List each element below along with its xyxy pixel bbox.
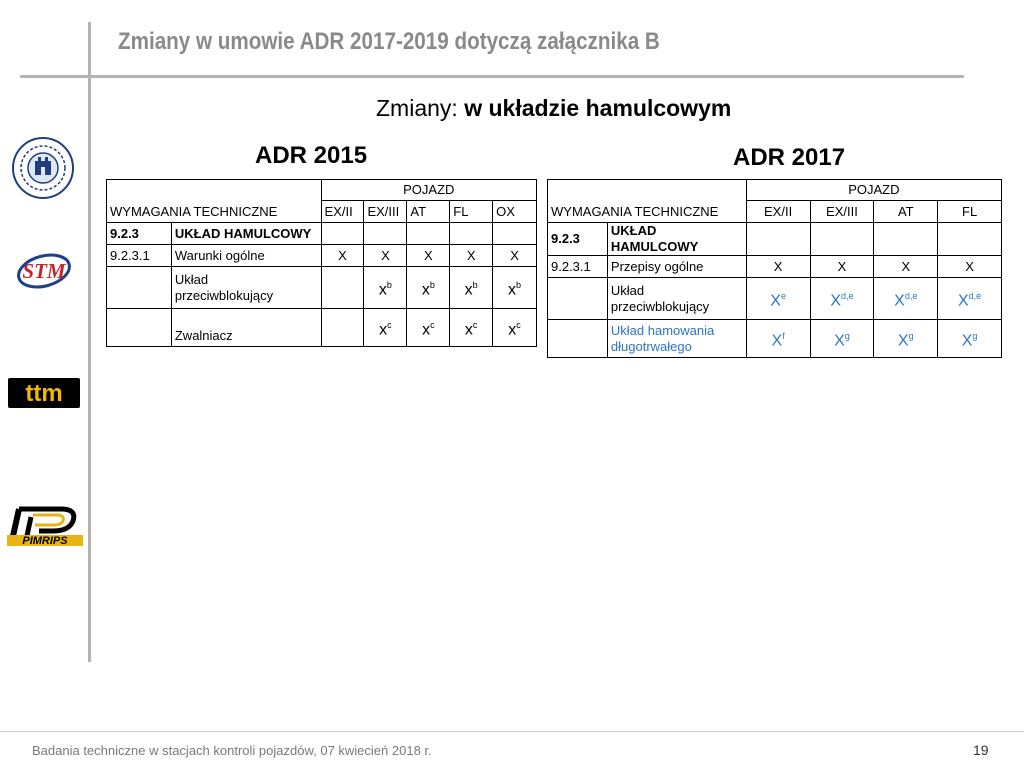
row-label: Przepisy ogólne <box>607 256 746 278</box>
table-cell: X <box>938 256 1002 278</box>
row-label-line: Układ <box>610 282 645 298</box>
svg-text:STM: STM <box>22 259 66 283</box>
pimrips-logo-text: PIMRIPS <box>22 535 68 547</box>
row-code: 9.2.3.1 <box>548 256 608 278</box>
table-cell: $x^c$ <box>364 309 407 347</box>
table-cell: X <box>493 245 537 267</box>
pimrips-logo-icon <box>5 505 83 549</box>
table-cell: X$^{d,e}$ <box>938 278 1002 320</box>
adr-2015-heading: ADR 2015 <box>255 142 368 169</box>
table-cell: X <box>321 245 364 267</box>
table-cell: X <box>810 256 874 278</box>
section-title: UKŁAD HAMULCOWY <box>607 223 746 256</box>
table-cell: $X^g$ <box>874 320 938 358</box>
table-cell: $X^g$ <box>938 320 1002 358</box>
row-label-line: Układ hamowania <box>610 322 715 338</box>
column-header: AT <box>407 201 450 223</box>
subtitle-prefix: Zmiany: <box>376 95 458 121</box>
table-cell: X <box>364 245 407 267</box>
table-cell: $X^g$ <box>810 320 874 358</box>
table-cell: $x^c$ <box>493 309 537 347</box>
adr-2017-heading: ADR 2017 <box>733 144 846 171</box>
table-cell: X <box>407 245 450 267</box>
pojazd-header: POJAZD <box>321 180 536 201</box>
table-cell: $x^c$ <box>407 309 450 347</box>
row-label-line: przeciwblokujący <box>174 287 274 303</box>
stm-logo-icon <box>15 250 73 292</box>
page-number: 19 <box>973 742 989 758</box>
table-cell: $X^f$ <box>746 320 810 358</box>
column-header: FL <box>938 201 1002 223</box>
requirements-header: WYMAGANIA TECHNICZNE <box>548 180 747 223</box>
column-header: FL <box>450 201 493 223</box>
table-cell: X <box>746 256 810 278</box>
requirements-header: WYMAGANIA TECHNICZNE <box>107 180 322 223</box>
slide-subtitle <box>376 95 731 122</box>
table-cell <box>321 267 364 309</box>
row-label <box>171 267 321 309</box>
pojazd-header: POJAZD <box>746 180 1001 201</box>
table-cell: X$^{d,e}$ <box>810 278 874 320</box>
column-header: EX/III <box>364 201 407 223</box>
row-label: Zwalniacz <box>171 309 321 347</box>
table-cell: X <box>874 256 938 278</box>
ttm-logo-text: ttm <box>25 380 63 407</box>
section-code: 9.2.3 <box>107 223 172 245</box>
column-header: EX/III <box>810 201 874 223</box>
table-cell: $x^b$ <box>450 267 493 309</box>
row-label: Warunki ogólne <box>171 245 321 267</box>
section-title: UKŁAD HAMULCOWY <box>171 223 321 245</box>
column-header: EX/II <box>746 201 810 223</box>
row-code: 9.2.3.1 <box>107 245 172 267</box>
table-cell: $x^c$ <box>450 309 493 347</box>
row-label <box>607 278 746 320</box>
footer-divider <box>0 731 1024 732</box>
row-label-line: długotrwałego <box>610 338 692 354</box>
column-header: OX <box>493 201 537 223</box>
ttm-logo-icon <box>8 378 80 408</box>
slide-title: Zmiany w umowie ADR 2017-2019 dotyczą załącznika B <box>118 28 660 55</box>
table-cell: $x^b$ <box>364 267 407 309</box>
footer-text: Badania techniczne w stacjach kontroli pojazdów, 07 kwiecień 2018 r. <box>32 743 432 758</box>
adr-2015-table <box>106 179 537 347</box>
university-seal-icon <box>11 136 75 200</box>
vertical-divider <box>88 22 91 662</box>
horizontal-divider <box>20 75 964 78</box>
column-header: EX/II <box>321 201 364 223</box>
row-label-line: Układ <box>174 271 209 287</box>
table-cell: X <box>450 245 493 267</box>
table-cell: $x^b$ <box>493 267 537 309</box>
section-code: 9.2.3 <box>548 223 608 256</box>
row-label <box>607 320 746 358</box>
table-cell: $x^b$ <box>407 267 450 309</box>
table-cell: Xe <box>746 278 810 320</box>
table-cell: X$^{d,e}$ <box>874 278 938 320</box>
row-label-line: przeciwblokujący <box>610 298 710 314</box>
table-cell <box>321 309 364 347</box>
adr-2017-table <box>547 179 1002 358</box>
column-header: AT <box>874 201 938 223</box>
subtitle-bold: w układzie hamulcowym <box>464 95 732 121</box>
